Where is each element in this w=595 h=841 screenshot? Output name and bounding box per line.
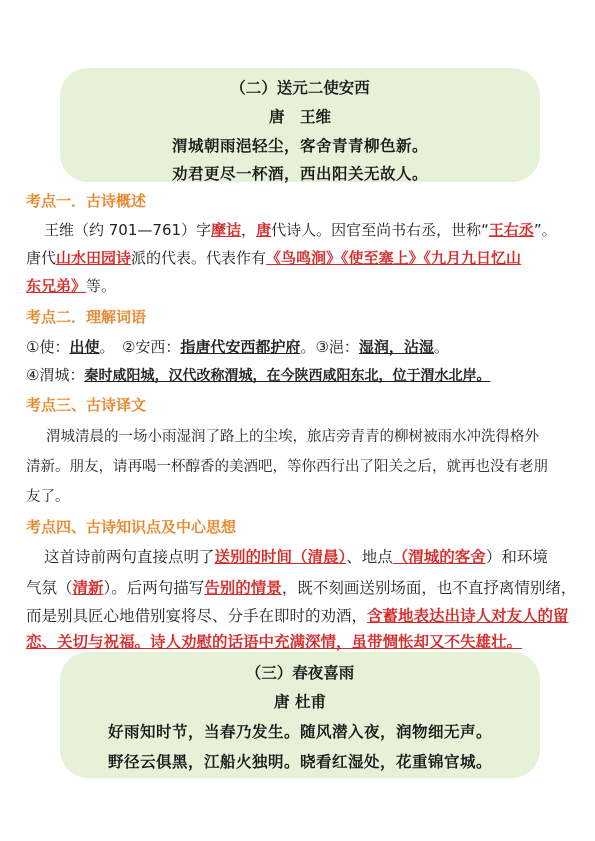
answer-text: 唐 <box>256 221 272 239</box>
paragraph-line <box>26 604 569 626</box>
answer-text: 含蓄地表达出诗人对友人的留 <box>367 607 569 625</box>
poem-title: （三）春夜喜雨 <box>245 663 355 682</box>
answer-text: 清新 <box>72 579 104 597</box>
poem-card-2 <box>60 652 540 778</box>
text: 代诗人。因官至尚书右丞，世称“ <box>271 221 489 239</box>
vocab-line <box>26 336 449 357</box>
translation-line: 渭城清晨的一场小雨湿润了路上的尘埃，旅店旁青青的柳树被雨水冲洗得格外 <box>46 429 539 445</box>
translation-line: 友了。 <box>26 489 70 505</box>
text: 而是别具匠心地借别宴将尽、分手在即时的劝酒， <box>26 607 368 625</box>
text: ）和环境 <box>485 548 548 566</box>
section-heading-1: 考点一．古诗概述 <box>26 192 147 210</box>
text: 。 <box>433 338 449 356</box>
text: ， <box>241 221 257 239</box>
translation-line: 清新。朋友，请再喝一杯醇香的美酒吧，等你西行出了阳关之后，就再也没有老朋 <box>26 459 548 475</box>
poem-line: 渭城朝雨浥轻尘，客舍青青柳色新。 <box>171 136 428 155</box>
poem-line: 野径云俱黑，江船火独明。晓看红湿处，花重锦官城。 <box>107 752 492 771</box>
answer-text: 秦时咸阳城，汉代改称渭城，在今陕西咸阳东北，位于渭水北岸。 <box>84 368 491 384</box>
poem-title: （二）送元二使安西 <box>230 78 370 97</box>
text: ①使： <box>26 338 70 356</box>
poem-author: 唐 王维 <box>268 107 331 126</box>
paragraph-line <box>44 545 548 567</box>
text: ”。 <box>533 221 557 239</box>
text: 王维（约 701—761）字 <box>44 221 212 239</box>
vocab-line <box>26 364 490 385</box>
paragraph-line <box>26 247 521 268</box>
section-heading-4: 考点四、古诗知识点及中心思想 <box>26 518 237 536</box>
section-heading-3: 考点三、古诗译文 <box>26 396 147 414</box>
answer-text: 出使 <box>69 338 100 356</box>
text: 这首诗前两句直接点明了 <box>44 548 215 566</box>
text: 等。 <box>86 277 117 295</box>
text: ，既不刻画送别场面，也不直抒离情别绪， <box>281 579 577 597</box>
poem-line: 劝君更尽一杯酒，西出阳关无故人。 <box>171 164 428 183</box>
text: 。③浥： <box>300 338 359 356</box>
text: 气氛（ <box>26 579 73 597</box>
answer-text: 恋、关切与祝福。诗人劝慰的话语中充满深情，虽带惆怅却又不失雄壮。 <box>26 633 523 651</box>
text: ④渭城： <box>26 366 85 384</box>
answer-text: 山水田园诗 <box>56 249 132 267</box>
answer-text: （渭城的客舍 <box>392 548 486 566</box>
answer-text: 湿润，沾湿 <box>358 338 434 356</box>
paragraph-line <box>26 630 522 652</box>
paragraph-line <box>44 219 557 240</box>
poem-author: 唐 杜甫 <box>274 692 326 711</box>
answer-text: 《鸟鸣涧》《使至塞上》《九月九日忆山 <box>266 249 522 267</box>
answer-text: 送别的时间（清晨） <box>214 548 347 566</box>
answer-text: 王右丞 <box>488 221 534 239</box>
text: 。 ②安西： <box>99 338 181 356</box>
answer-text: 告别的情景 <box>204 579 282 597</box>
text: 、地点 <box>346 548 393 566</box>
paragraph-line <box>26 275 116 296</box>
section-heading-2: 考点二．理解词语 <box>26 308 147 326</box>
poem-line: 好雨知时节，当春乃发生。随风潜入夜，润物细无声。 <box>107 722 492 741</box>
poem-card-1 <box>60 68 540 182</box>
answer-text: 摩诘 <box>211 221 242 239</box>
text: 派的代表。代表作有 <box>131 249 267 267</box>
text: 唐代 <box>26 249 57 267</box>
text: ）。后两句描写 <box>103 579 205 597</box>
paragraph-line <box>26 576 576 598</box>
answer-text: 指唐代安西都护府 <box>180 338 301 356</box>
answer-text: 东兄弟》 <box>26 277 87 295</box>
